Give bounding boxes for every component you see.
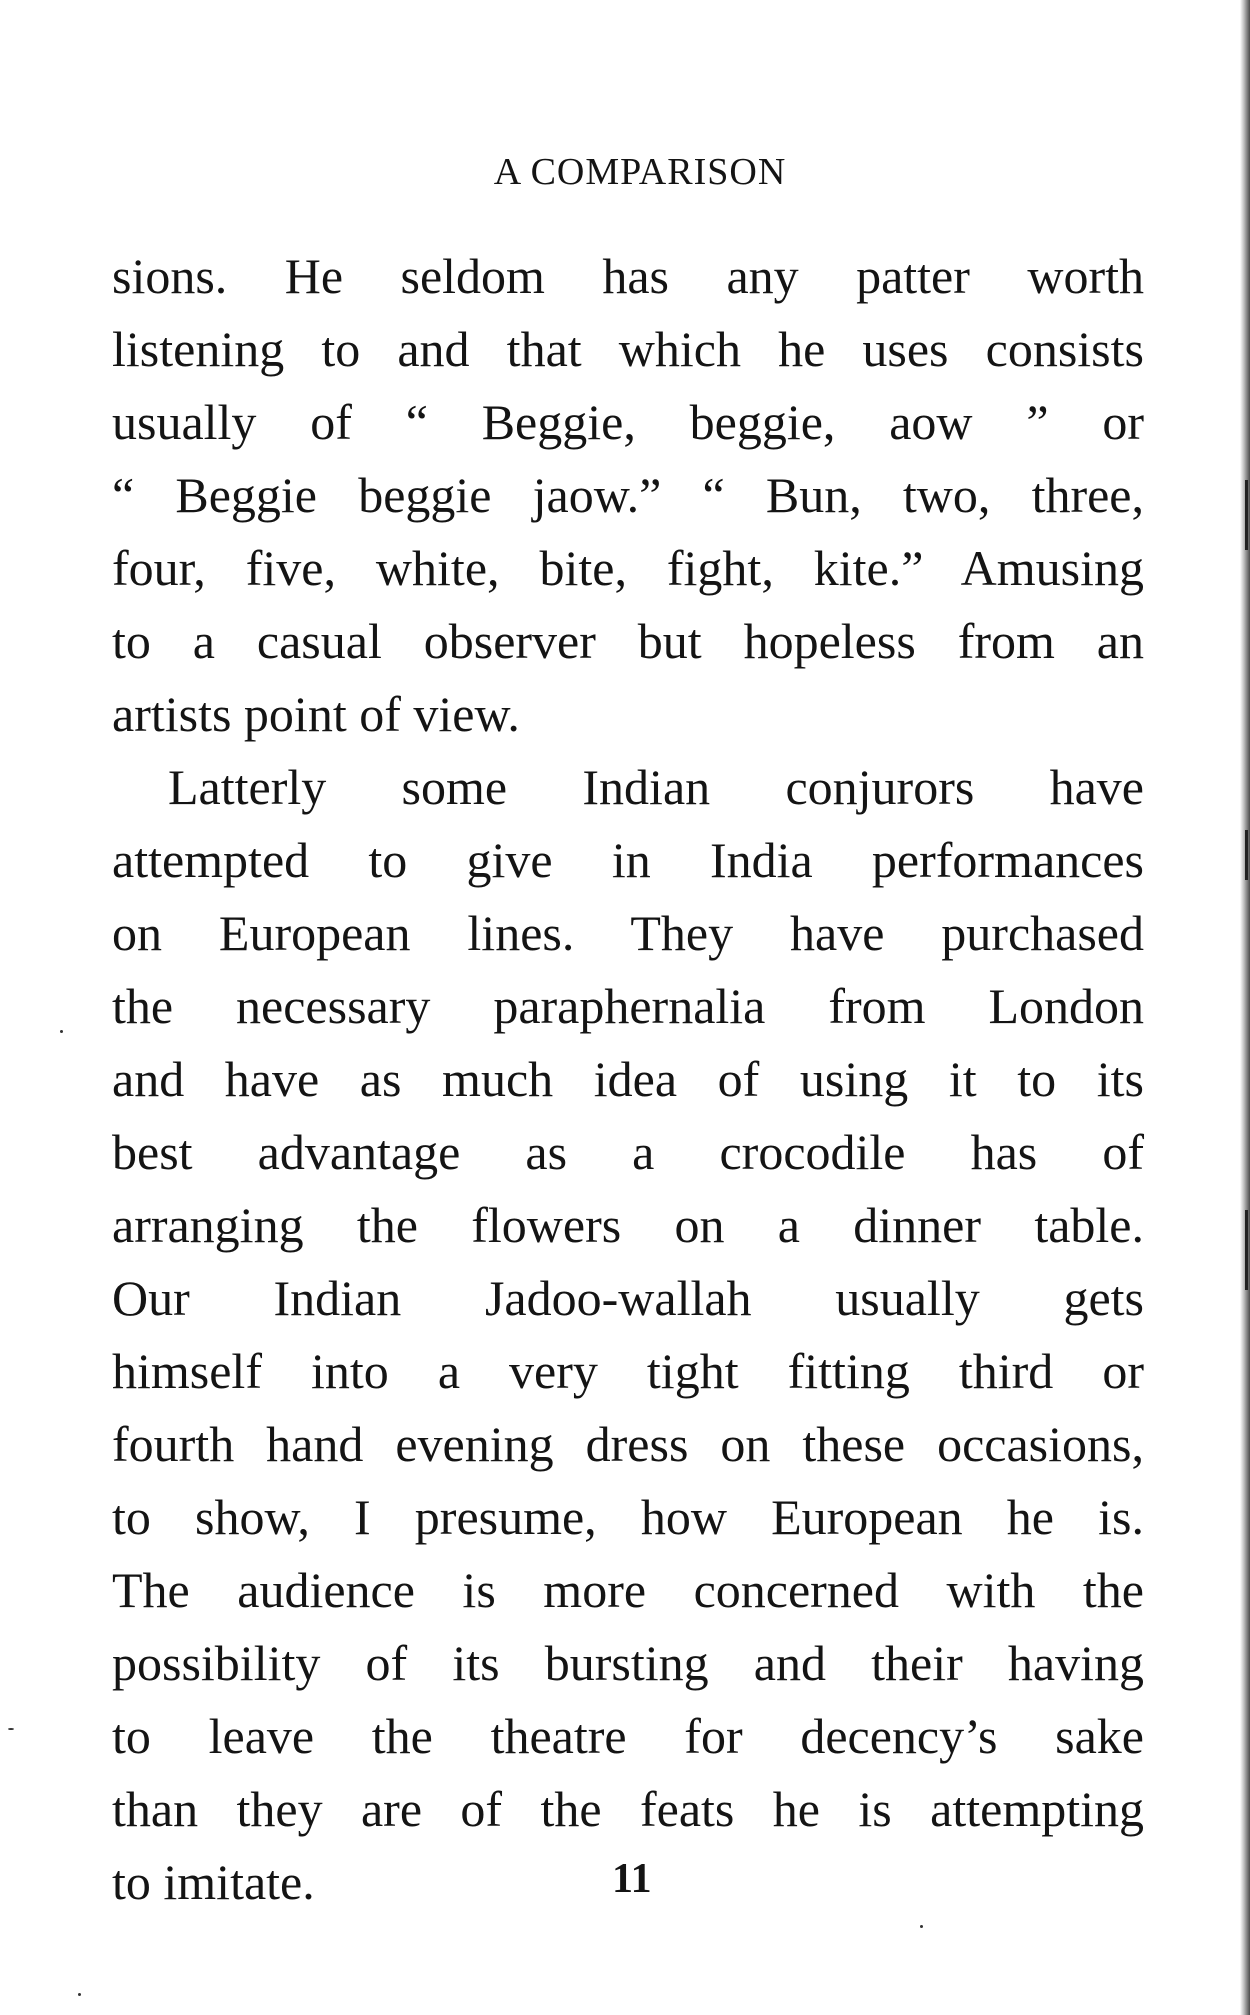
page-number: 11 — [612, 1856, 652, 1902]
gutter-shadow — [1240, 0, 1250, 2015]
text-line: artists point of view. — [112, 686, 520, 742]
text-line: The audience is more concerned with the — [112, 1562, 1144, 1618]
text-line: usually of “ Beggie, beggie, aow ” or — [112, 394, 1144, 450]
text-line: to a casual observer but hopeless from an — [112, 613, 1144, 669]
gutter-mark — [1245, 1210, 1248, 1290]
text-line: and have as much idea of using it to its — [112, 1051, 1144, 1107]
text-line: to leave the theatre for decency’s sake — [112, 1708, 1144, 1764]
text-line: possibility of its bursting and their having — [112, 1635, 1144, 1691]
gutter-mark — [1245, 480, 1248, 550]
running-title: A COMPARISON — [493, 151, 787, 193]
text-line: on European lines. They have purchased — [112, 905, 1144, 961]
text-line: himself into a very tight fitting third or — [112, 1343, 1144, 1399]
text-line: than they are of the feats he is attempting — [112, 1781, 1144, 1837]
text-line: fourth hand evening dress on these occasions, — [112, 1416, 1144, 1472]
text-line: to imitate. — [112, 1854, 315, 1910]
gutter-mark — [1245, 830, 1248, 880]
text-line: attempted to give in India performances — [112, 832, 1144, 888]
text-line: “ Beggie beggie jaow.” “ Bun, two, three, — [112, 467, 1144, 523]
text-line: best advantage as a crocodile has of — [112, 1124, 1144, 1180]
body-text — [112, 240, 1144, 1919]
text-line: listening to and that which he uses consists — [112, 321, 1144, 377]
paragraph-start-line: Latterly some Indian conjurors have — [168, 759, 1144, 815]
scan-speck — [60, 1030, 63, 1033]
text-line: to show, I presume, how European he is. — [112, 1489, 1144, 1545]
text-line: arranging the flowers on a dinner table. — [112, 1197, 1144, 1253]
scan-speck — [78, 1993, 81, 1996]
scan-speck — [8, 1728, 14, 1730]
text-line: sions. He seldom has any patter worth — [112, 248, 1144, 304]
text-line: four, five, white, bite, fight, kite.” Amusing — [112, 540, 1144, 596]
text-line: Our Indian Jadoo-wallah usually gets — [112, 1270, 1144, 1326]
text-line: the necessary paraphernalia from London — [112, 978, 1144, 1034]
scan-speck — [920, 1925, 923, 1928]
